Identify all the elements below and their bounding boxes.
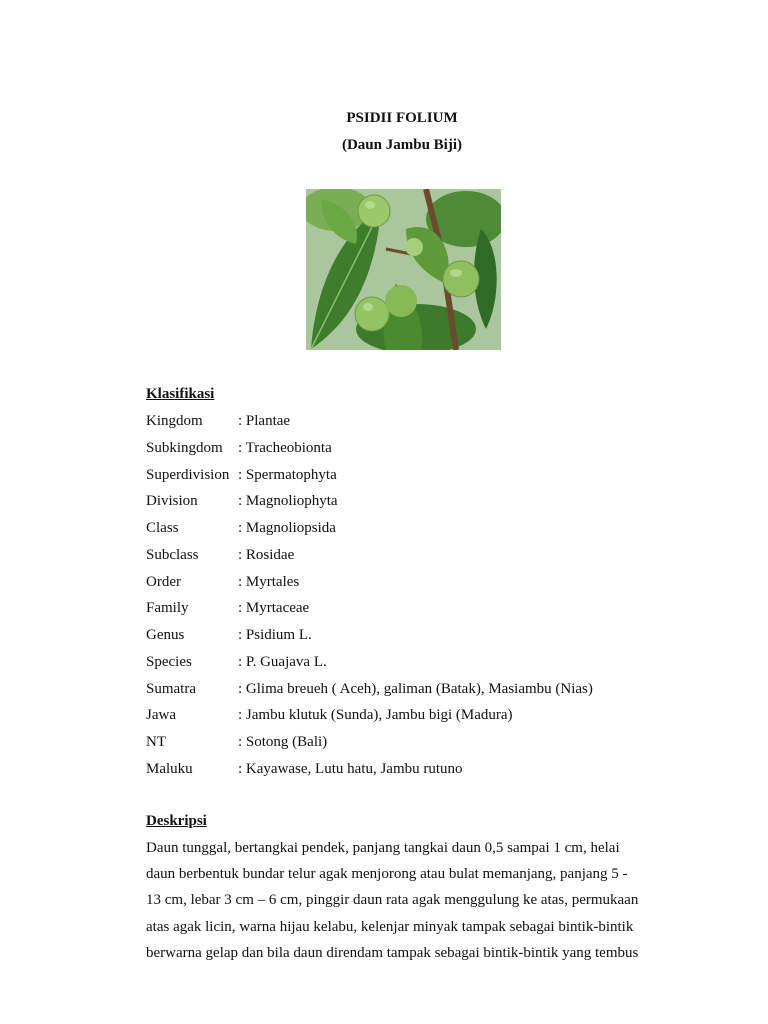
description-line: atas agak licin, warna hijau kelabu, kelenjar minyak tampak sebagai bintik-bintik (146, 918, 634, 935)
classification-key: Subclass (146, 546, 199, 563)
classification-value: : Tracheobionta (238, 439, 332, 456)
classification-value: : Sotong (Bali) (238, 734, 328, 750)
classification-key: Sumatra (146, 680, 196, 697)
classification-value: : Glima breueh ( Aceh), galiman (Batak), Masiambu (Nias) (238, 680, 593, 697)
classification-key: Division (146, 493, 198, 510)
classification-value: : Myrtaceae (238, 600, 310, 617)
description-line: Daun tunggal, bertangkai pendek, panjang tangkai daun 0,5 sampai 1 cm, helai (146, 840, 620, 856)
classification-key: Kingdom (146, 413, 203, 429)
classification-key: Family (146, 600, 189, 617)
classification-key: NT (146, 734, 166, 750)
classification-key: Subkingdom (146, 439, 223, 456)
classification-value: : Plantae (238, 413, 291, 429)
classification-key: Genus (146, 627, 185, 643)
classification-value: : Kayawase, Lutu hatu, Jambu rutuno (238, 760, 463, 777)
description-line: 13 cm, lebar 3 cm – 6 cm, pinggir daun rata agak menggulung ke atas, permukaan (146, 892, 639, 909)
classification-value: : Myrtales (238, 573, 300, 590)
classification-value: : Magnoliophyta (238, 493, 338, 510)
classification-value: : Rosidae (238, 546, 295, 563)
classification-value: : Jambu klutuk (Sunda), Jambu bigi (Madura) (238, 707, 513, 724)
description-line: berwarna gelap dan bila daun direndam tampak sebagai bintik-bintik yang tembus (146, 944, 639, 961)
klasifikasi-heading: Klasifikasi (146, 386, 215, 402)
description-paragraph (146, 840, 666, 971)
classification-value: : Magnoliopsida (238, 520, 336, 536)
deskripsi-heading: Deskripsi (146, 813, 207, 829)
classification-key: Order (146, 573, 181, 590)
classification-value: : Spermatophyta (238, 466, 337, 483)
classification-key: Species (146, 653, 192, 670)
classification-key: Superdivision (146, 466, 230, 483)
document-subtitle: (Daun Jambu Biji) (341, 137, 463, 153)
classification-key: Jawa (146, 707, 176, 724)
classification-key: Maluku (146, 760, 193, 777)
classification-key: Class (146, 520, 179, 536)
document-title: PSIDII FOLIUM (346, 110, 458, 126)
classification-value: : P. Guajava L. (238, 653, 327, 670)
classification-value: : Psidium L. (238, 627, 312, 643)
guava-plant-photo (306, 189, 501, 350)
description-line: daun berbentuk bundar telur agak menjorong atau bulat memanjang, panjang 5 - (146, 866, 628, 883)
